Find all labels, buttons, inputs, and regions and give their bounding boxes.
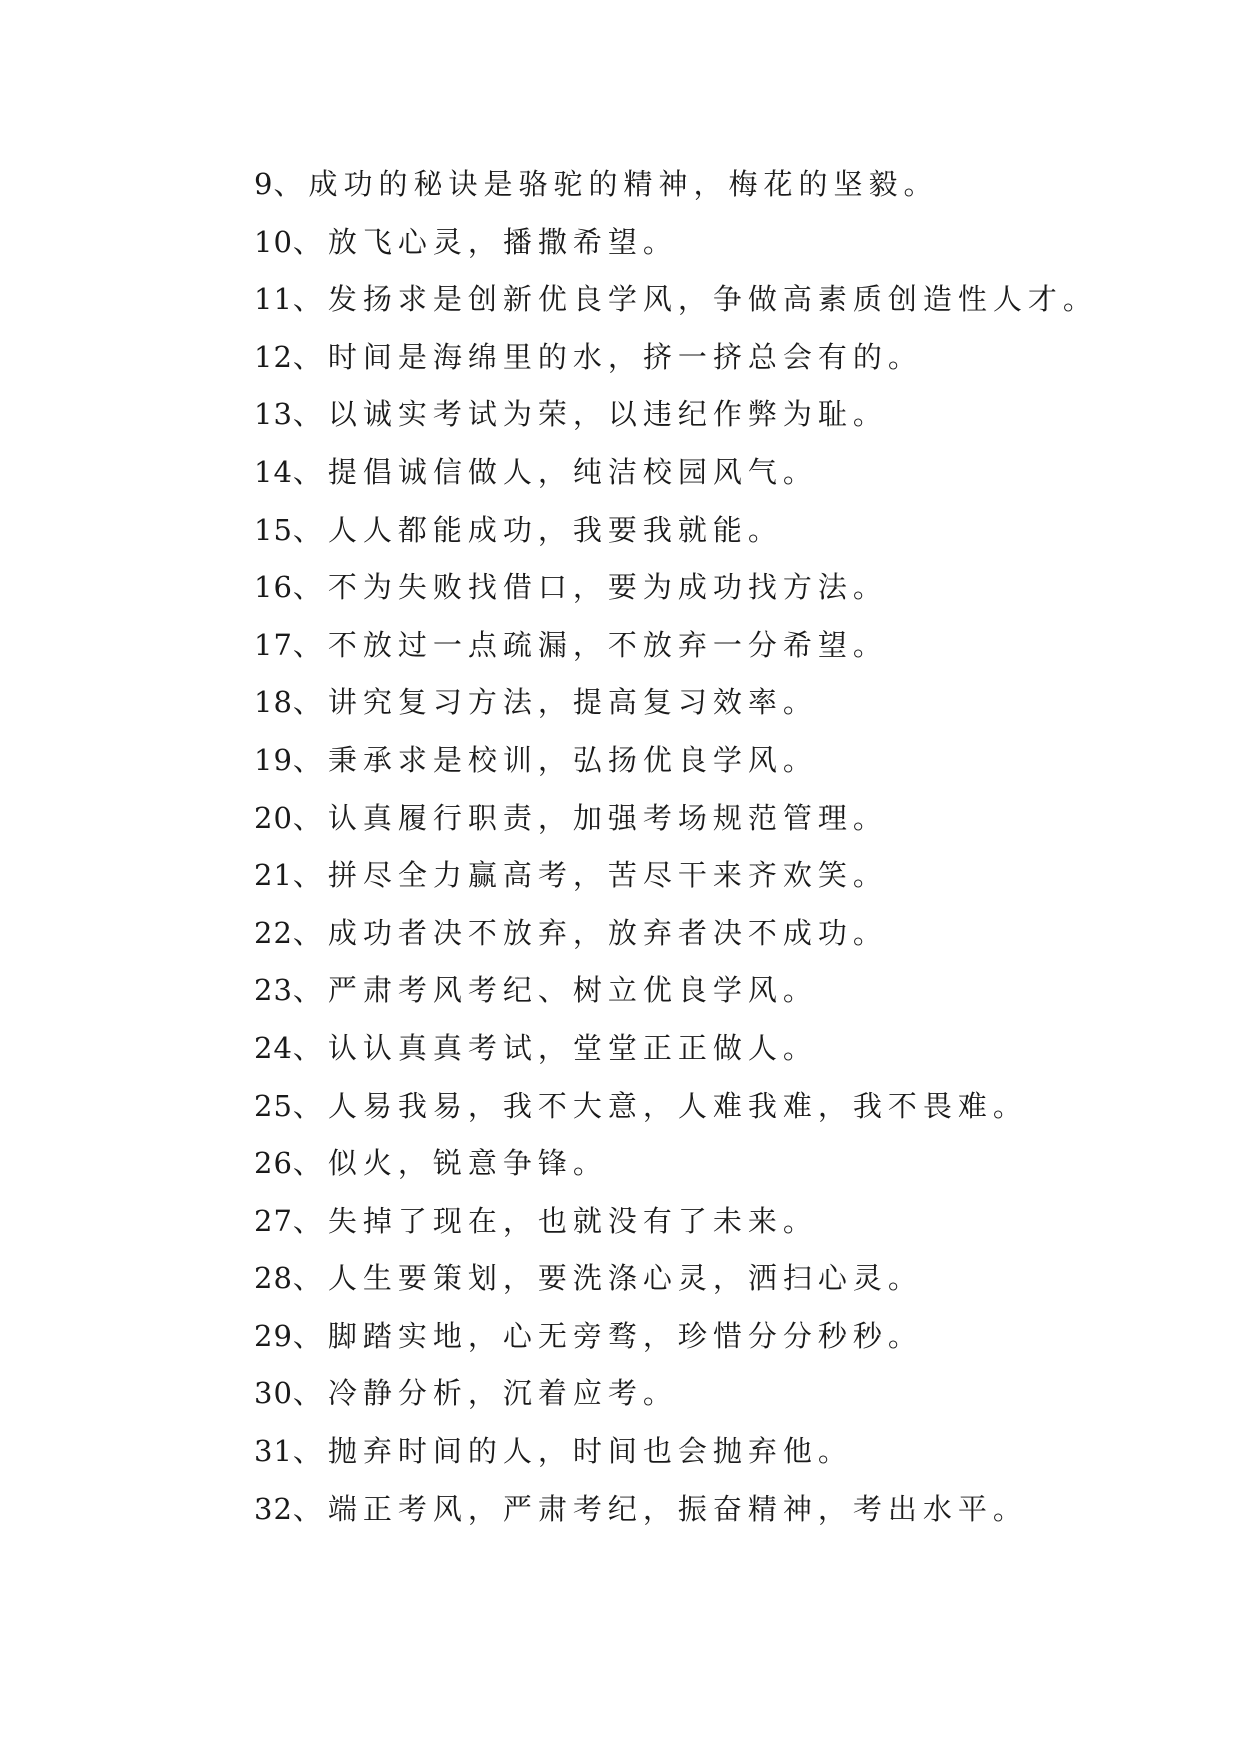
item-text: 成功的秘诀是骆驼的精神，梅花的坚毅。 (308, 167, 939, 201)
item-number: 12 (254, 339, 293, 374)
list-item (254, 1078, 1134, 1136)
item-number: 14 (254, 454, 293, 489)
item-number: 20 (254, 800, 293, 835)
item-separator: 、 (292, 1434, 328, 1469)
item-text: 发扬求是创新优良学风，争做高素质创造性人才。 (327, 282, 1098, 317)
list-item (254, 271, 1134, 329)
item-separator: 、 (292, 1376, 328, 1411)
item-text: 以诚实考试为荣，以违纪作弊为耻。 (327, 397, 888, 432)
item-separator: 、 (292, 742, 328, 777)
item-text: 严肃考风考纪、树立优良学风。 (327, 973, 818, 1008)
item-separator: 、 (292, 915, 328, 950)
item-separator: 、 (292, 570, 328, 605)
item-separator: 、 (292, 1318, 328, 1353)
list-item (254, 1135, 1134, 1193)
item-separator: 、 (292, 685, 328, 720)
list-item (254, 674, 1134, 732)
list-item (254, 1481, 1134, 1539)
item-number: 23 (254, 973, 293, 1008)
list-item (254, 1308, 1134, 1366)
item-number: 16 (254, 570, 293, 605)
item-text: 认认真真考试，堂堂正正做人。 (327, 1030, 818, 1065)
item-text: 端正考风，严肃考纪，振奋精神，考出水平。 (327, 1491, 1028, 1526)
item-number: 28 (254, 1261, 293, 1296)
item-separator: 、 (292, 1088, 328, 1123)
item-number: 29 (254, 1318, 293, 1353)
item-separator: 、 (292, 1203, 328, 1238)
item-text: 冷静分析，沉着应考。 (327, 1376, 678, 1411)
item-number: 10 (254, 224, 293, 259)
item-text: 提倡诚信做人，纯洁校园风气。 (327, 454, 818, 489)
item-separator: 、 (292, 512, 328, 547)
item-number: 15 (254, 512, 293, 547)
item-number: 25 (254, 1088, 293, 1123)
item-number: 32 (254, 1491, 293, 1526)
slogan-list (254, 156, 1134, 1538)
list-item (254, 790, 1134, 848)
list-item (254, 962, 1134, 1020)
item-text: 讲究复习方法，提高复习效率。 (327, 685, 818, 720)
list-item (254, 156, 1134, 214)
item-separator: 、 (292, 1261, 328, 1296)
item-separator: 、 (292, 627, 328, 662)
item-number: 18 (254, 685, 293, 720)
list-item (254, 386, 1134, 444)
item-number: 31 (254, 1434, 293, 1469)
list-item (254, 1423, 1134, 1481)
list-item (254, 732, 1134, 790)
item-number: 11 (254, 282, 293, 317)
list-item (254, 214, 1134, 272)
item-number: 26 (254, 1146, 293, 1181)
item-text: 抛弃时间的人，时间也会抛弃他。 (327, 1434, 853, 1469)
item-separator: 、 (292, 1491, 328, 1526)
item-text: 人易我易，我不大意，人难我难，我不畏难。 (327, 1088, 1028, 1123)
item-text: 拼尽全力赢高考，苦尽干来齐欢笑。 (327, 858, 888, 893)
item-text: 人人都能成功，我要我就能。 (327, 512, 783, 547)
item-number: 24 (254, 1030, 293, 1065)
item-number: 21 (254, 858, 293, 893)
item-separator: 、 (292, 1146, 328, 1181)
item-text: 秉承求是校训，弘扬优良学风。 (327, 742, 818, 777)
list-item (254, 329, 1134, 387)
item-text: 不放过一点疏漏，不放弃一分希望。 (327, 627, 888, 662)
item-separator: 、 (292, 397, 328, 432)
item-separator: 、 (292, 858, 328, 893)
list-item (254, 502, 1134, 560)
list-item (254, 617, 1134, 675)
list-item (254, 1020, 1134, 1078)
item-separator: 、 (292, 1030, 328, 1065)
list-item (254, 1193, 1134, 1251)
item-number: 30 (254, 1376, 293, 1411)
item-separator: 、 (292, 454, 328, 489)
list-item (254, 1250, 1134, 1308)
list-item (254, 444, 1134, 502)
list-item (254, 559, 1134, 617)
item-number: 9 (254, 167, 274, 201)
item-number: 13 (254, 397, 293, 432)
item-number: 22 (254, 915, 293, 950)
item-text: 认真履行职责，加强考场规范管理。 (327, 800, 888, 835)
list-item (254, 1365, 1134, 1423)
item-number: 19 (254, 742, 293, 777)
item-text: 似火，锐意争锋。 (327, 1146, 608, 1181)
item-text: 脚踏实地，心无旁骛，珍惜分分秒秒。 (327, 1318, 923, 1353)
item-separator: 、 (292, 973, 328, 1008)
item-text: 人生要策划，要洗涤心灵，洒扫心灵。 (327, 1261, 923, 1296)
list-item (254, 905, 1134, 963)
item-text: 时间是海绵里的水，挤一挤总会有的。 (327, 339, 923, 374)
item-separator: 、 (292, 282, 328, 317)
item-separator: 、 (273, 167, 309, 201)
item-separator: 、 (292, 339, 328, 374)
item-number: 27 (254, 1203, 293, 1238)
item-text: 失掉了现在，也就没有了未来。 (327, 1203, 818, 1238)
item-text: 不为失败找借口，要为成功找方法。 (327, 570, 888, 605)
item-text: 放飞心灵，播撒希望。 (327, 224, 678, 259)
item-separator: 、 (292, 224, 328, 259)
item-separator: 、 (292, 800, 328, 835)
item-number: 17 (254, 627, 293, 662)
item-text: 成功者决不放弃，放弃者决不成功。 (327, 915, 888, 950)
list-item (254, 847, 1134, 905)
